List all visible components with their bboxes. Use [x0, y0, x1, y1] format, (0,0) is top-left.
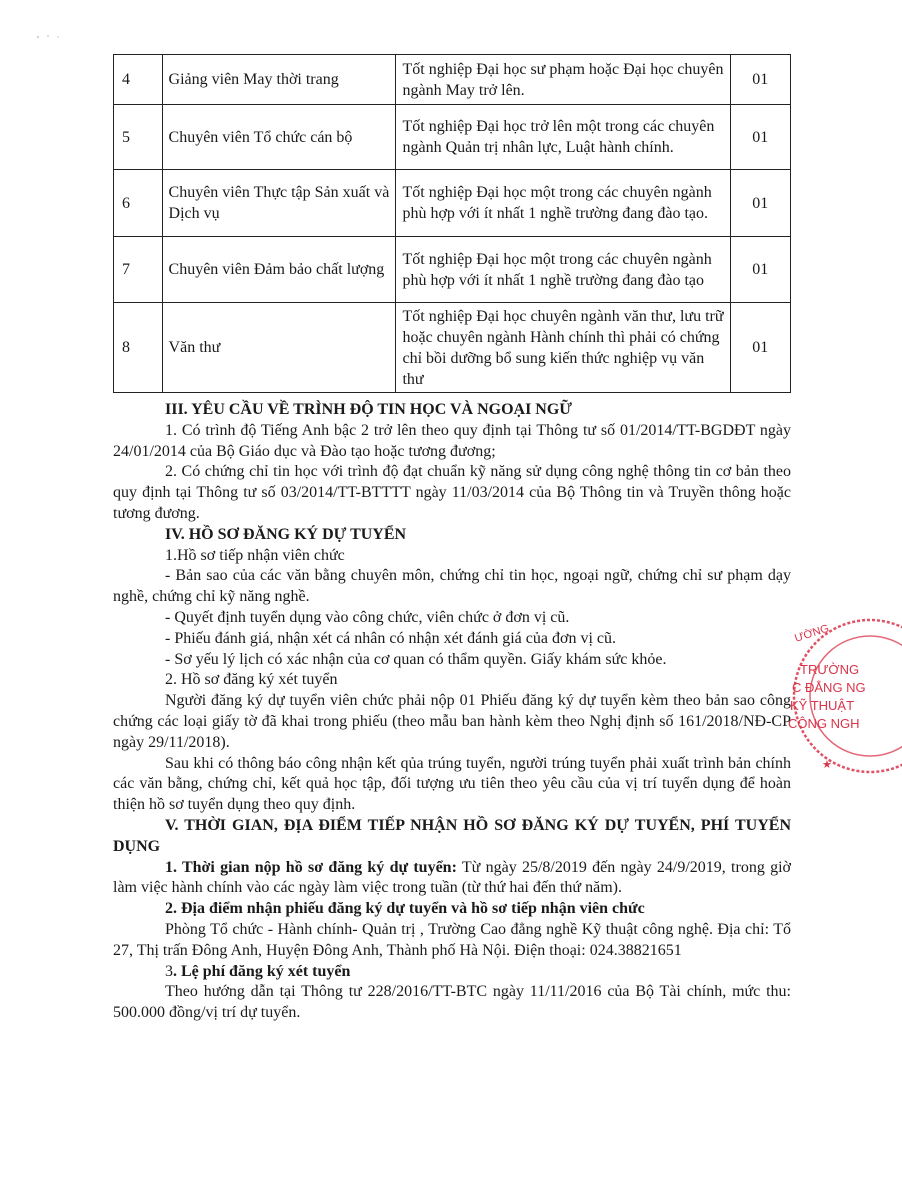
position-name: Giảng viên May thời trang: [162, 55, 396, 105]
position-requirement: Tốt nghiệp Đại học một trong các chuyên ngành phù hợp với ít nhất 1 nghề trường đang đào tạo.: [396, 170, 730, 237]
document-body: [113, 400, 791, 1024]
section-heading: IV. HỒ SƠ ĐĂNG KÝ DỰ TUYỂN: [165, 525, 407, 543]
row-number: 6: [114, 170, 163, 237]
position-name: Chuyên viên Tổ chức cán bộ: [162, 105, 396, 170]
subsection-text: Từ ngày 25/8/2019 đến ngày 24/9/2019, trong giờ làm việc hành chính vào các ngày làm việc trong tuần (từ thứ hai đến thứ năm).: [113, 858, 791, 897]
position-quantity: 01: [730, 303, 790, 393]
table-row: [114, 170, 791, 237]
table-row: [114, 303, 791, 393]
row-number: 7: [114, 237, 163, 303]
seal-text: TRƯỜNG: [800, 662, 860, 677]
position-requirement: Tốt nghiệp Đại học chuyên ngành văn thư, lưu trữ hoặc chuyên ngành Hành chính thì phải có chứng chỉ bồi dưỡng bổ sung kiến thức nghiệp vụ văn thư: [396, 303, 730, 393]
list-item: - Bản sao của các văn bằng chuyên môn, chứng chỉ tin học, ngoại ngữ, chứng chỉ sư phạm dạy nghề, chứng chỉ kỹ năng nghề.: [113, 567, 791, 606]
paragraph: Phòng Tổ chức - Hành chính- Quản trị , Trường Cao đẳng nghề Kỹ thuật công nghệ. Địa chỉ: Tổ 27, Thị trấn Đông Anh, Huyện Đông Anh, Thành phố Hà Nội. Điện thoại: 024.38821651: [113, 920, 791, 959]
position-requirement: Tốt nghiệp Đại học một trong các chuyên ngành phù hợp với ít nhất 1 nghề trường đang đào tạo: [396, 237, 730, 303]
scan-artifact: [34, 34, 74, 40]
position-name: Chuyên viên Đảm bảo chất lượng: [162, 237, 396, 303]
official-seal: [782, 612, 902, 782]
list-item: - Quyết định tuyển dụng vào công chức, viên chức ở đơn vị cũ.: [165, 608, 570, 626]
position-name: Văn thư: [162, 303, 396, 393]
row-number: 8: [114, 303, 163, 393]
list-item: - Phiếu đánh giá, nhận xét cá nhân có nhận xét đánh giá của đơn vị cũ.: [165, 629, 616, 647]
seal-text: KỸ THUẬT: [790, 698, 855, 713]
seal-inner-ring: [810, 636, 902, 756]
paragraph: Theo hướng dẫn tại Thông tư 228/2016/TT-BTC ngày 11/11/2016 của Bộ Tài chính, mức thu: 500.000 đồng/vị trí dự tuyển.: [113, 983, 791, 1022]
paragraph: Người đăng ký dự tuyển viên chức phải nộp 01 Phiếu đăng ký dự tuyển kèm theo bản sao công chứng các loại giấy tờ đã khai trong phiếu (theo mẫu ban hành kèm theo Nghị định số 161/2018/NĐ-CP ngày 29/11/2018).: [113, 692, 791, 751]
subsection-title: 2. Hồ sơ đăng ký xét tuyển: [165, 671, 338, 689]
seal-text: C ĐẲNG NG: [792, 680, 866, 695]
position-name: Chuyên viên Thực tập Sản xuất và Dịch vụ: [162, 170, 396, 237]
row-number: 5: [114, 105, 163, 170]
subsection-number: 3: [165, 962, 173, 980]
table-row: [114, 237, 791, 303]
seal-text: CÔNG NGH: [788, 716, 860, 731]
position-quantity: 01: [730, 55, 790, 105]
subsection-title: 2. Địa điểm nhận phiếu đăng ký dự tuyển và hồ sơ tiếp nhận viên chức: [165, 900, 645, 918]
paragraph: 2. Có chứng chỉ tin học với trình độ đạt chuẩn kỹ năng sử dụng công nghệ thông tin cơ bản theo quy định tại Thông tư số 03/2014/TT-BTTTT ngày 11/03/2014 của Bộ Thông tin và Truyền thông hoặc tương đương.: [113, 463, 791, 522]
subsection-label: . Lệ phí đăng ký xét tuyển: [173, 962, 351, 980]
positions-table: [113, 54, 791, 393]
table-row: [114, 55, 791, 105]
row-number: 4: [114, 55, 163, 105]
paragraph: Sau khi có thông báo công nhận kết qủa trúng tuyển, người trúng tuyển phải xuất trình bản chính các văn bằng, chứng chỉ, kết quả học tập, đối tượng ưu tiên theo yêu cầu của vị trí tuyển dụng để hoàn thiện hồ sơ tuyển dụng theo quy định.: [113, 754, 791, 814]
section-heading: III. YÊU CẦU VỀ TRÌNH ĐỘ TIN HỌC VÀ NGOẠI NGỮ: [165, 401, 573, 418]
seal-star-icon: ★: [822, 758, 832, 771]
subsection-label: 1. Thời gian nộp hồ sơ đăng ký dự tuyển:: [165, 858, 457, 876]
subsection-title: 1.Hồ sơ tiếp nhận viên chức: [165, 546, 345, 564]
table-row: [114, 105, 791, 170]
seal-text: ƯỜNG: [793, 622, 831, 645]
position-requirement: Tốt nghiệp Đại học trở lên một trong các chuyên ngành Quản trị nhân lực, Luật hành chính.: [396, 105, 730, 170]
position-quantity: 01: [730, 170, 790, 237]
paragraph: [113, 858, 791, 900]
paragraph: 1. Có trình độ Tiếng Anh bậc 2 trở lên theo quy định tại Thông tư số 01/2014/TT-BGDĐT ngày 24/01/2014 của Bộ Giáo dục và Đào tạo hoặc tương đương;: [113, 421, 791, 460]
section-heading: V. THỜI GIAN, ĐỊA ĐIỂM TIẾP NHẬN HỒ SƠ ĐĂNG KÝ DỰ TUYỂN, PHÍ TUYỂN DỤNG: [113, 816, 791, 855]
position-quantity: 01: [730, 105, 790, 170]
position-quantity: 01: [730, 237, 790, 303]
position-requirement: Tốt nghiệp Đại học sư phạm hoặc Đại học chuyên ngành May trở lên.: [396, 55, 730, 105]
subsection-title: [113, 962, 791, 983]
list-item: - Sơ yếu lý lịch có xác nhận của cơ quan có thẩm quyền. Giấy khám sức khỏe.: [165, 650, 667, 668]
